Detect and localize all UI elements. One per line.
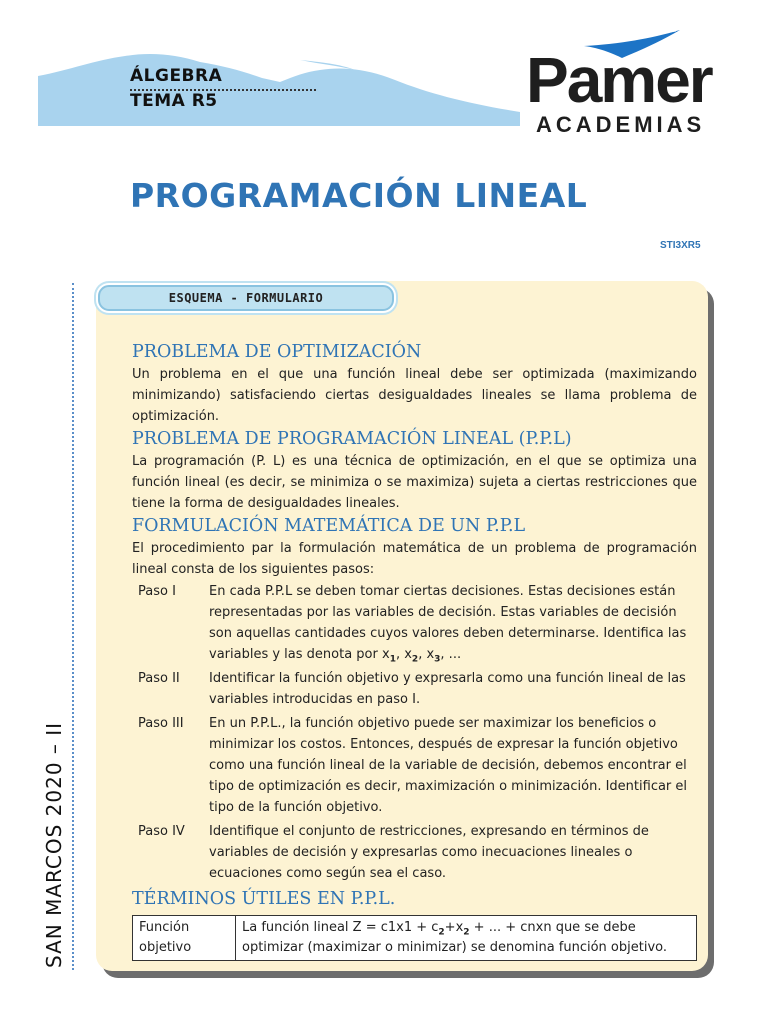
logo-subtitle: ACADEMIAS (536, 112, 706, 137)
topic-label: TEMA R5 (130, 91, 218, 111)
pamer-logo (526, 28, 736, 138)
step-text: En cada P.P.L se deben tomar ciertas decisiones. Estas decisiones están representadas por las variables de decisión. Estas variables de decisión son aquellas cantidades cuyos valores deben determinarse. Identifica las variables y las denota por $x_1$, $x_2$, $x_3$, ... (209, 584, 687, 665)
step-item (132, 821, 697, 884)
step-label: Paso II (138, 671, 180, 686)
side-dotted-rule (72, 283, 77, 970)
definition-formula: La función lineal $Z = c1x1 + c_2+x_2$ + ... + cnxn (242, 920, 552, 938)
document-code: STI3XR5 (660, 240, 701, 251)
step-label: Paso IV (138, 824, 185, 839)
terms-heading: TÉRMINOS ÚTILES EN P.P.L. (132, 889, 396, 909)
logo-wordmark: Pamer (526, 44, 712, 116)
step-text: En un P.P.L., la función objetivo puede ser maximizar los beneficios o minimizar los costos. Entonces, después de expresar la función objetivo como una función lineal de la variable de decisión, debemos encontrar el tipo de optimización es decir, maximización o minimización. Identificar el tipo de la función objetivo. (209, 716, 688, 815)
optimization-heading: PROBLEMA DE OPTIMIZACIÓN (132, 342, 422, 362)
subject-label: ÁLGEBRA (130, 66, 316, 91)
optimization-text: Un problema en el que una función lineal debe ser optimizada (maximizando minimizando) satisfaciendo ciertas desigualdades lineales se llama problema de optimización. (132, 367, 697, 424)
subject-heading (130, 66, 316, 112)
step-variables: $x_1$, $x_2$, $x_3$, ... (381, 647, 462, 665)
ppl-text: La programación (P. L) es una técnica de optimización, en el que se optimiza una función lineal (es decir, se minimiza o se maximiza) sujeta a ciertas restricciones que tiene la forma de desigualdades lineales. (132, 454, 697, 511)
steps-list (132, 581, 697, 884)
step-label: Paso I (138, 584, 176, 599)
header-banner (0, 0, 768, 140)
formulation-text: El procedimiento par la formulación matemática de un problema de programación lineal consta de los siguientes pasos: (132, 541, 697, 577)
step-item (132, 668, 697, 710)
definition-cell (236, 916, 697, 961)
step-text: Identifique el conjunto de restricciones, expresando en términos de variables de decisión y expresarlas como inecuaciones lineales o ecuaciones como según sea el caso. (209, 824, 649, 881)
table-row (133, 916, 697, 961)
card-content (132, 340, 697, 961)
terms-table (132, 915, 697, 961)
side-exam-label: SAN MARCOS 2020 – II (42, 721, 66, 968)
term-cell: Función objetivo (133, 916, 236, 961)
definition-text: que se debe optimizar (maximizar o minimizar) se denomina función objetivo. (242, 920, 668, 955)
step-item (132, 713, 697, 818)
step-item (132, 581, 697, 665)
section-tag: ESQUEMA - FORMULARIO (98, 285, 394, 311)
step-text: Identificar la función objetivo y expresarla como una función lineal de las variables introducidas en paso I. (209, 671, 686, 707)
formulation-heading: FORMULACIÓN MATEMÁTICA DE UN P.P.L (132, 516, 526, 536)
page-title: PROGRAMACIÓN LINEAL (130, 176, 588, 215)
ppl-heading: PROBLEMA DE PROGRAMACIÓN LINEAL (P.P.L) (132, 429, 572, 449)
step-label: Paso III (138, 716, 184, 731)
